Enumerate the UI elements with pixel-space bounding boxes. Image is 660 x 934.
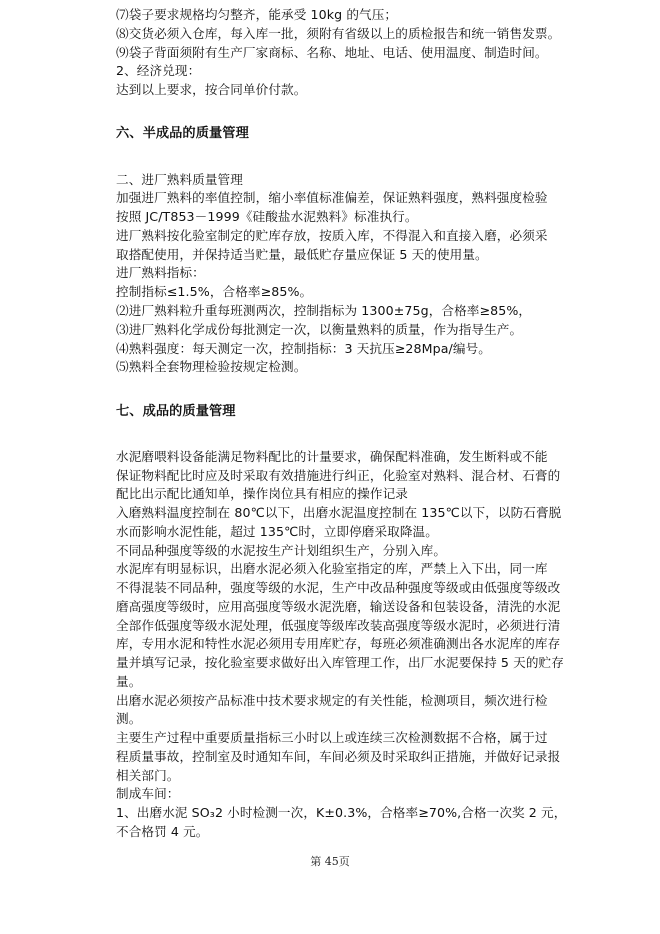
text-line: 测。 (116, 711, 142, 726)
text-line: 水而影响水泥性能，超过 135℃时，立即停磨采取降温。 (116, 524, 438, 539)
text-line: 入磨熟料温度控制在 80℃以下，出磨水泥温度控制在 135℃以下，以防石膏脱 (116, 505, 562, 520)
text-line: 加强进厂熟料的率值控制，缩小率值标准偏差，保证熟料强度，熟料强度检验 (116, 190, 548, 205)
text-line: 制成车间： (116, 786, 180, 801)
text-line: ⑸熟料全套物理检验按规定检测。 (116, 359, 307, 374)
text-line: 不同品种强度等级的水泥按生产计划组织生产，分别入库。 (116, 543, 447, 558)
text-line: 磨高强度等级时，应用高强度等级水泥洗磨，输送设备和包装设备，清洗的水泥 (116, 599, 561, 614)
text-line: 量并填写记录，按化验室要求做好出入库管理工作，出厂水泥要保持 5 天的贮存 (116, 655, 564, 670)
text-line: 量。 (116, 674, 142, 689)
text-line: 达到以上要求，按合同单价付款。 (116, 82, 307, 97)
text-line: 不合格罚 4 元。 (116, 824, 209, 839)
text-line: 进厂熟料指标： (116, 265, 205, 280)
text-line: 主要生产过程中重要质量指标三小时以上或连续三次检测数据不合格，属于过 (116, 730, 548, 745)
text-line: ⑶进厂熟料化学成份每批测定一次，以衡量熟料的质量，作为指导生产。 (116, 322, 523, 337)
text-line: 全部作低强度等级水泥处理，低强度等级库改装高强度等级水泥时，必须进行清 (116, 618, 561, 633)
section-heading: 七、成品的质量管理 (116, 404, 236, 419)
text-line: 水泥库有明显标识，出磨水泥必须入化验室指定的库，严禁上入下出，同一库 (116, 561, 548, 576)
text-line: 配比出示配比通知单，操作岗位具有相应的操作记录 (116, 486, 408, 501)
text-line: 取搭配使用，并保持适当贮量，最低贮存量应保证 5 天的使用量。 (116, 247, 488, 262)
text-line: ⑺袋子要求规格均匀整齐，能承受 10kg 的气压； (116, 7, 398, 22)
text-line: ⑻交货必须入仓库，每入库一批，须附有省级以上的质检报告和统一销售发票。 (116, 26, 561, 41)
text-line: ⑵进厂熟料粒升重每班测两次，控制指标为 1300±75g，合格率≥85%， (116, 303, 532, 318)
text-line: 不得混装不同品种，强度等级的水泥，生产中改品种强度等级或由低强度等级改 (116, 580, 561, 595)
text-line: ⑷熟料强度：每天测定一次，控制指标：3 天抗压≥28Mpa/编号。 (116, 341, 491, 356)
text-line: 2、经济兑现： (116, 63, 201, 78)
text-line: 保证物料配比时应及时采取有效措施进行纠正，化验室对熟料、混合材、石膏的 (116, 468, 561, 483)
subsection-heading: 二、进厂熟料质量管理 (116, 172, 243, 187)
section-heading: 六、半成品的质量管理 (116, 126, 249, 141)
text-line: 相关部门。 (116, 768, 180, 783)
text-line: 水泥磨喂料设备能满足物料配比的计量要求，确保配料准确，发生断料或不能 (116, 449, 548, 464)
text-line: 控制指标≤1.5%，合格率≥85%。 (116, 284, 313, 299)
page-number: 第 45页 (310, 855, 350, 868)
text-line: 出磨水泥必须按产品标准中技术要求规定的有关性能，检测项目，频次进行检 (116, 693, 548, 708)
text-line: 1、出磨水泥 SO₃2 小时检测一次，K±0.3%，合格率≥70%,合格一次奖 2 元， (116, 805, 567, 820)
text-line: 进厂熟料按化验室制定的贮库存放，按质入库，不得混入和直接入磨，必须采 (116, 228, 548, 243)
text-line: 程质量事故，控制室及时通知车间，车间必须及时采取纠正措施，并做好记录报 (116, 749, 561, 764)
text-line: ⑼袋子背面须附有生产厂家商标、名称、地址、电话、使用温度、制造时间。 (116, 45, 548, 60)
text-line: 按照 JC/T853－1999《硅酸盐水泥熟料》标准执行。 (116, 209, 418, 224)
text-line: 库，专用水泥和特性水泥必须用专用库贮存，每班必须准确测出各水泥库的库存 (116, 636, 561, 651)
